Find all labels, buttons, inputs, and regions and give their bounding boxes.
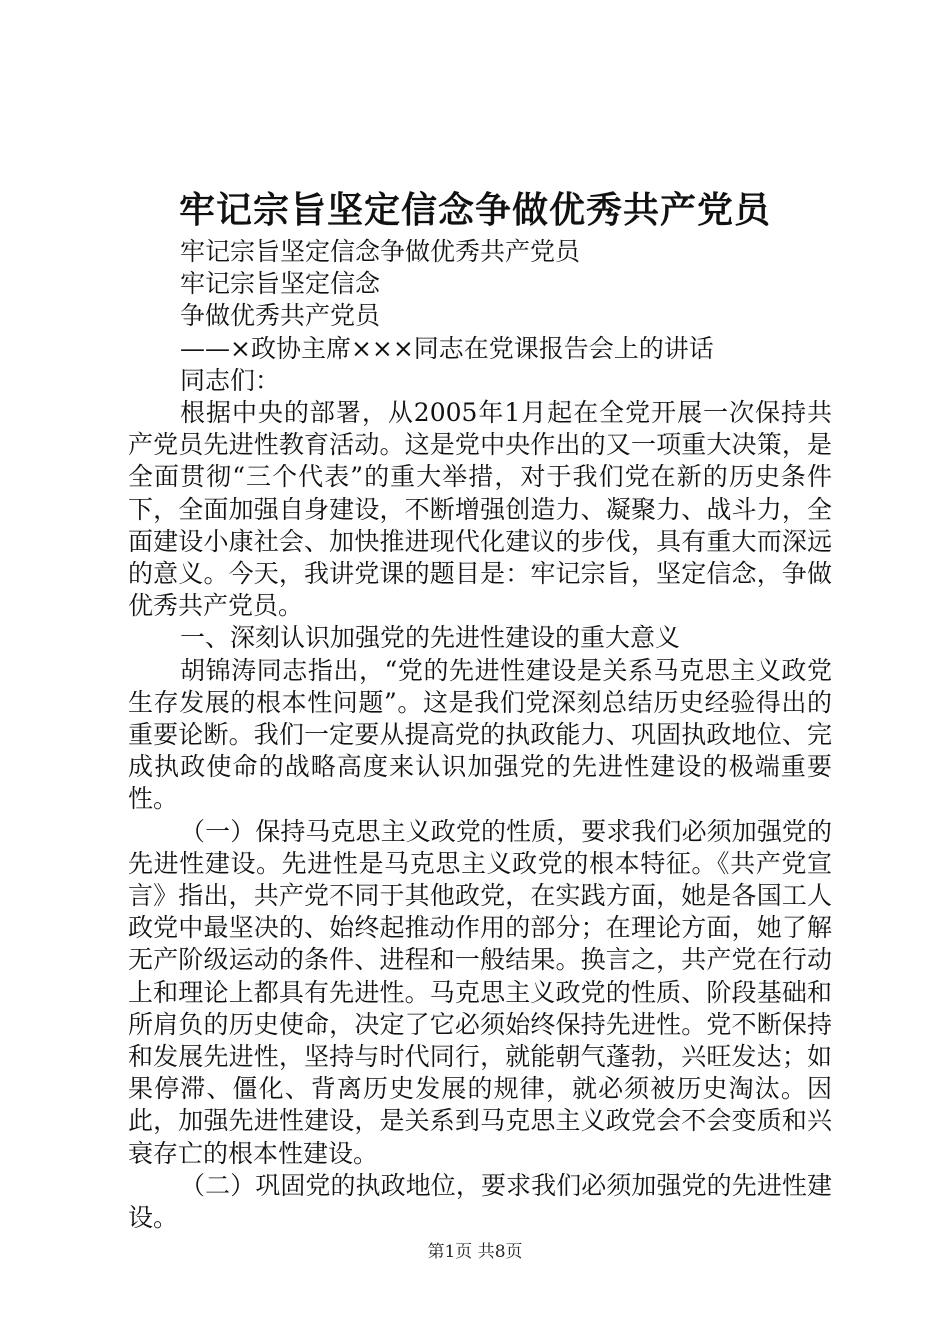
document-title: 牢记宗旨坚定信念争做优秀共产党员 [178,189,771,231]
paragraph-subtitle-2: 争做优秀共产党员 [180,301,381,331]
paragraph-subsection-1: （一）保持马克思主义政党的性质，要求我们必须加强党的先进性建设。先进性是马克思主义政党的根本特征。《共产党宣言》指出，共产党不同于其他政党，在实践方面，她是各国工人政党中最坚决的、始终起推动作用的部分；在理论方面，她了解无产阶级运动的条件、进程和一般结果。换言之，共产党在行动上和理论上都具有先进性。马克思主义政党的性质、阶段基础和所肩负的历史使命，决定了它必须始终保持先进性。党不断保持和发展先进性，坚持与时代同行，就能朝气蓬勃，兴旺发达；如果停滞、僵化、背离历史发展的规律，就必须被历史淘汰。因此，加强先进性建设，是关系到马克思主义政党会不会变质和兴衰存亡的根本性建设。 [128,816,832,1168]
paragraph-subsection-2: （二）巩固党的执政地位，要求我们必须加强党的先进性建设。 [128,1170,832,1233]
document-body [128,236,832,1234]
paragraph-intro: 根据中央的部署，从2005年1月起在全党开展一次保持共产党员先进性教育活动。这是党中央作出的又一项重大决策，是全面贯彻“三个代表”的重大举措，对于我们党在新的历史条件下，全面加强自身建设，不断增强创造力、凝聚力、战斗力，全面建设小康社会、加快推进现代化建议的步伐，具有重大而深远的意义。今天，我讲党课的题目是：牢记宗旨，坚定信念，争做优秀共产党员。 [128,398,832,621]
paragraph-speech-attribution: ——×政协主席×××同志在党课报告会上的讲话 [180,333,714,363]
page-footer: 第1页 共8页 [427,1242,523,1262]
paragraph-salutation: 同志们： [180,365,281,395]
paragraph-repeat-title: 牢记宗旨坚定信念争做优秀共产党员 [180,237,581,266]
section-heading-1: 一、深刻认识加强党的先进性建设的重大意义 [180,623,681,653]
paragraph-subtitle-1: 牢记宗旨坚定信念 [180,269,381,299]
paragraph-section-1: 胡锦涛同志指出，“党的先进性建设是关系马克思主义政党生存发展的根本性问题”。这是我们党深刻总结历史经验得出的重要论断。我们一定要从提高党的执政能力、巩固执政地位、完成执政使命的战略高度来认识加强党的先进性建设的极端重要性。 [128,655,832,814]
